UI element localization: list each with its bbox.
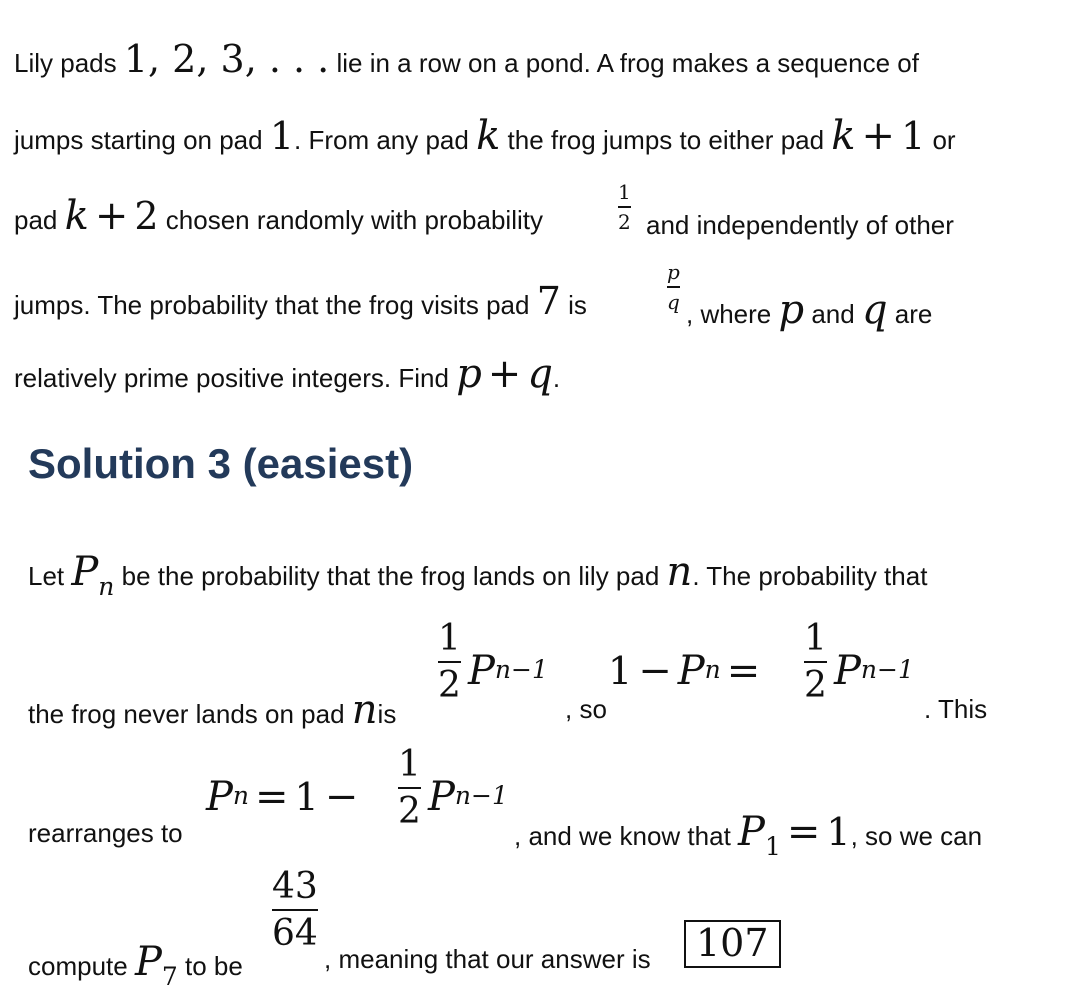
fraction-numerator: 43 [272, 866, 318, 907]
text-segment: chosen randomly with probability [158, 205, 543, 235]
math-subscript: n−1 [860, 655, 914, 684]
math-one: 1 [826, 810, 851, 854]
text-segment: and [804, 299, 862, 329]
text-segment: jumps starting on pad [14, 125, 270, 155]
math-P: P [834, 648, 861, 694]
fraction-denominator: 2 [618, 210, 631, 234]
math-equals: = [726, 648, 761, 694]
text-segment: . From any pad [294, 125, 477, 155]
math-q: q [527, 351, 553, 397]
math-subscript: n−1 [454, 781, 508, 810]
math-P: P [134, 939, 162, 985]
fraction-denominator: 2 [804, 665, 827, 706]
math-n: n [351, 687, 378, 733]
math-equals: = [786, 809, 821, 855]
fraction-bar [398, 787, 421, 789]
problem-line-4 [14, 279, 587, 323]
math-subscript: n [704, 655, 721, 684]
fraction-bar [667, 286, 680, 288]
math-k: k [831, 113, 856, 159]
text-segment: rearranges to [28, 818, 183, 848]
solution-line-3-text [28, 820, 183, 846]
math-seven: 7 [536, 279, 561, 323]
fraction-numerator: 1 [804, 618, 827, 659]
math-minus: − [324, 774, 359, 820]
math-P-n-minus-1 [468, 648, 548, 694]
fraction-bar [438, 661, 461, 663]
fraction-one-half [398, 744, 421, 832]
text-segment: , so we can [850, 821, 983, 851]
math-subscript: n [232, 781, 250, 810]
problem-line-3-end [646, 212, 954, 238]
equation-recurrence [206, 774, 364, 820]
problem-line-1 [14, 37, 919, 81]
math-P: P [428, 774, 455, 820]
fraction-one-half [438, 618, 461, 706]
solution-line-2-this [924, 696, 987, 722]
solution-line-4-rest [324, 946, 651, 972]
solution-line-1 [28, 549, 928, 601]
fraction-one-half [618, 180, 631, 234]
solution-line-2-text [28, 687, 397, 733]
problem-line-2 [14, 113, 956, 159]
math-subscript: n [98, 572, 115, 601]
math-two: 2 [134, 194, 159, 238]
text-segment: , and we know that [514, 821, 739, 851]
text-segment: is [377, 699, 397, 729]
text-segment: . [552, 363, 561, 393]
math-P: P [468, 648, 495, 694]
solution-line-4-text [28, 939, 243, 991]
math-pad-1: 1 [269, 114, 294, 158]
math-subscript: 1 [764, 832, 781, 861]
text-segment: or [925, 125, 956, 155]
math-P-n-minus-1 [428, 774, 508, 820]
solution-line-3-rest [514, 809, 983, 861]
fraction-numerator: p [667, 260, 680, 284]
text-segment: pad [14, 205, 65, 235]
text-segment: , so [565, 694, 607, 724]
math-P: P [738, 809, 765, 855]
text-segment: Lily pads [14, 48, 124, 78]
math-p: p [456, 351, 482, 397]
text-segment: jumps. The probability that the frog visits pad [14, 290, 537, 320]
math-plus: + [861, 113, 896, 159]
fraction-one-half [804, 618, 827, 706]
solution-heading: Solution 3 (easiest) [28, 440, 414, 487]
answer-box: 107 [684, 920, 781, 968]
text-segment: relatively prime positive integers. Find [14, 363, 457, 393]
problem-line-5 [14, 351, 561, 397]
text-segment: the frog never lands on pad [28, 699, 352, 729]
text-segment: . This [924, 694, 988, 724]
text-segment: are [887, 299, 933, 329]
math-minus: − [638, 648, 672, 694]
math-plus: + [94, 193, 129, 239]
math-n: n [666, 549, 693, 595]
fraction-p-over-q [667, 260, 680, 314]
fraction-numerator: 1 [438, 618, 461, 659]
text-segment: Let [28, 561, 72, 591]
math-one: 1 [901, 114, 926, 158]
problem-line-3 [14, 193, 543, 239]
math-k: k [64, 193, 89, 239]
math-P: P [677, 648, 705, 694]
fraction-bar [272, 909, 318, 911]
text-segment: compute [28, 951, 135, 981]
math-equals: = [255, 774, 289, 820]
text-segment: , meaning that our answer is [324, 944, 651, 974]
text-segment: and independently of other [646, 210, 954, 240]
math-q: q [861, 287, 888, 333]
math-subscript: n−1 [494, 655, 548, 684]
math-plus: + [487, 351, 522, 397]
math-P: P [71, 549, 99, 595]
math-one: 1 [608, 649, 633, 693]
text-segment: , where [686, 299, 779, 329]
fraction-denominator: 2 [438, 665, 461, 706]
equation-complement [608, 648, 766, 694]
math-P-n-minus-1 [834, 648, 914, 694]
fraction-numerator: 1 [398, 744, 421, 785]
text-segment: be the probability that the frog lands on lily pad [114, 561, 667, 591]
fraction-numerator: 1 [618, 180, 631, 204]
solution-line-2-so [565, 696, 607, 722]
text-segment: . The probability that [692, 561, 928, 591]
text-segment: to be [177, 951, 243, 981]
text-segment: is [560, 290, 587, 320]
math-P: P [206, 774, 233, 820]
fraction-denominator: 2 [398, 791, 421, 832]
fraction-bar [618, 206, 631, 208]
text-segment: lie in a row on a pond. A frog makes a sequence of [329, 48, 919, 78]
math-subscript: 7 [161, 962, 178, 991]
math-p: p [778, 287, 805, 333]
text-segment: the frog jumps to either pad [500, 125, 832, 155]
math-sequence: 1, 2, 3, . . . [123, 37, 330, 81]
problem-line-4-end [686, 287, 933, 333]
fraction-denominator: 64 [272, 913, 318, 954]
math-one: 1 [294, 775, 319, 819]
fraction-denominator: q [667, 290, 680, 314]
fraction-43-over-64 [272, 866, 318, 954]
fraction-bar [804, 661, 827, 663]
math-k: k [476, 113, 501, 159]
